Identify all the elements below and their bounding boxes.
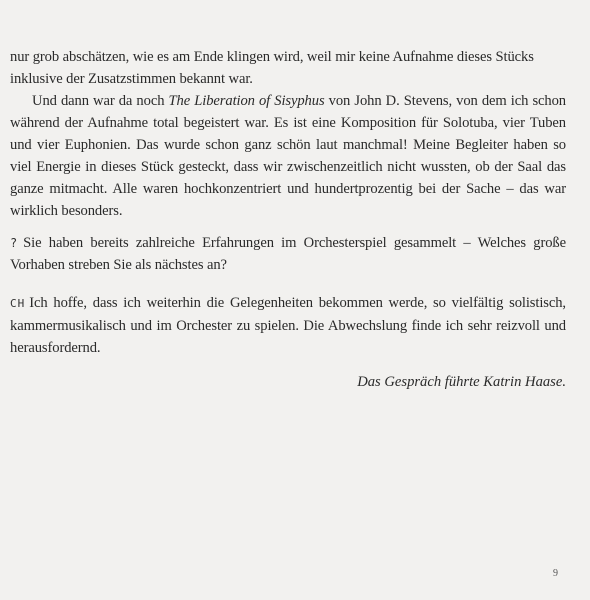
answer-text: Ich hoffe, dass ich weiterhin die Gelegenheiten bekommen werde, so vielfältig solistisch, kammermusikalisch und im Orchester zu spielen. Die Abwechslung finde ich sehr reizvoll und herausfordernd. [10,295,566,356]
interview-question [10,232,566,276]
sisyphus-text-before: Und dann war da noch [32,93,169,109]
page-number: 9 [553,568,558,579]
continuation-line-1: nur grob abschätzen, wie es am Ende klingen wird, weil mir keine Aufnahme dieses Stücks [10,49,534,65]
continuation-line-2: inklusive der Zusatzstimmen bekannt war. [10,71,253,87]
interview-credit: Das Gespräch führte Katrin Haase. [357,374,566,390]
sisyphus-text-after: von John D. Stevens, von dem ich schon während der Aufnahme total begeistert war. Es ist eine Komposition für Solotuba, vier Tuben und vier Euphonien. Das wurde schon ganz schön laut manchmal! Meine Begleiter haben so viel Energie in dieses Stück gesteckt, dass wir zwischenzeitlich nicht wussten, ob der Saal das ganze mitmacht. Alle waren hochkonzentriert und hundertprozentig bei der Sache – das war wirklich besonders. [10,93,566,219]
speaker-initials: CH [10,297,26,310]
continuation-paragraph [10,46,566,90]
sisyphus-paragraph [10,90,566,222]
question-marker: ? [10,236,18,250]
work-title: The Liberation of Sisyphus [168,93,325,109]
interview-answer [10,292,566,359]
question-text: Sie haben bereits zahlreiche Erfahrungen im Orchesterspiel gesammelt – Welches große Vorhaben streben Sie als nächstes an? [10,235,566,273]
